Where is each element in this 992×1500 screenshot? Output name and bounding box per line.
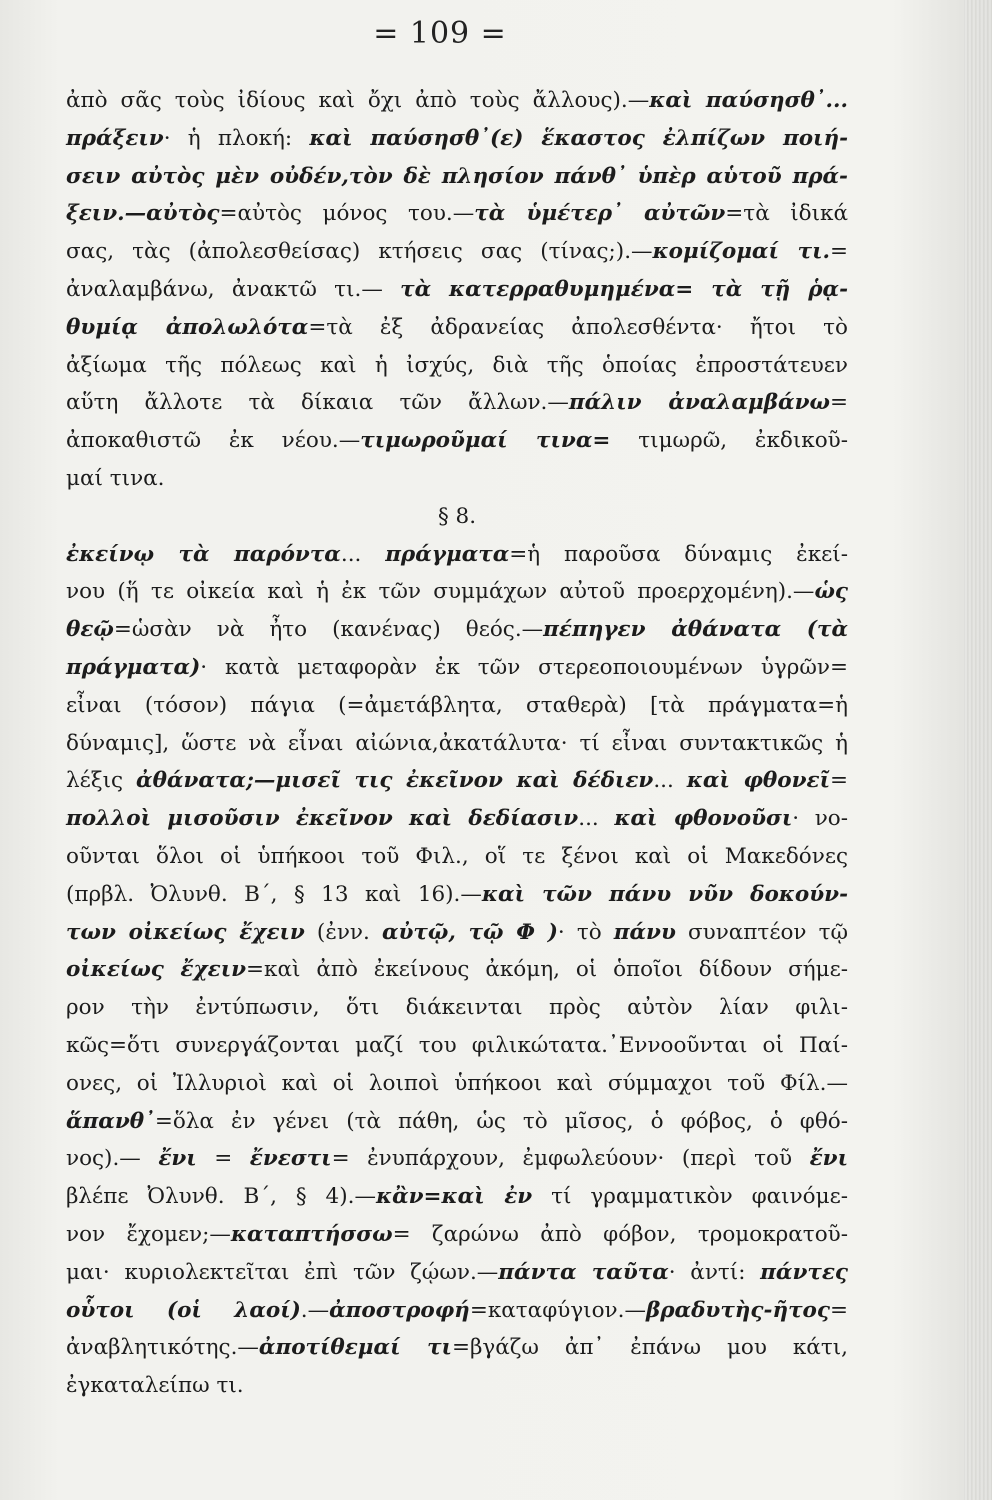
lemma-term: οἰκείως ἔχειν	[66, 957, 247, 983]
gloss-text: αὕτη ἄλλοτε τὰ δίκαια τῶν ἄλλων.—	[66, 390, 569, 416]
lemma-term: καὶ παύσησθ᾽(ε) ἕκαστος ἐλπίζων ποιή-	[309, 125, 849, 151]
gloss-text: · κατὰ μεταφορὰν ἐκ τῶν στερεοποιουμένων ὑγρῶν=	[200, 654, 848, 680]
lemma-term: τιμωροῦμαί τινα=	[360, 428, 611, 454]
text-line	[66, 422, 848, 460]
gloss-text: δύναμις], ὥστε νὰ εἶναι αἰώνια,ἀκατάλυτα· τί εἶναι συντακτικῶς ἡ	[66, 730, 848, 756]
gloss-text: λέξις	[66, 768, 137, 794]
gloss-text: =αὐτὸς μόνος του.—	[219, 201, 475, 227]
text-line	[66, 951, 848, 989]
gloss-text: ἀξίωμα τῆς πόλεως καὶ ἡ ἰσχύς, διὰ τῆς ὁποίας ἐπροστάτευεν	[66, 352, 848, 378]
gloss-text: =	[829, 239, 848, 265]
gloss-text: · νο-	[792, 806, 848, 832]
gloss-text: τιμωρῶ, ἐκδικοῦ-	[610, 428, 849, 454]
gloss-text: σας, τὰς (ἀπολεσθείσας) κτήσεις σας (τίνας;).—	[66, 239, 653, 265]
text-line	[66, 876, 848, 914]
lemma-term: ἀποτίθεμαί τι	[258, 1335, 452, 1361]
lemma-term: ἀποστροφή	[329, 1297, 470, 1323]
text-line	[66, 82, 848, 120]
lemma-term: πολλοὶ μισοῦσιν ἐκεῖνον καὶ δεδίασιν	[66, 806, 579, 832]
lemma-term: καταπτήσσω	[230, 1221, 393, 1247]
body-text	[66, 82, 848, 1405]
gloss-text: κῶς=ὅτι συνεργάζονται μαζί του φιλικώτατα.᾽Εννοοῦνται οἱ Παί-	[66, 1032, 848, 1058]
gloss-text: = ἐνυπάρχουν, ἐμφωλεύουν· (περὶ τοῦ	[331, 1146, 810, 1172]
lemma-term: ξειν.—αὐτὸς	[66, 201, 220, 227]
gloss-text: ἀναλαμβάνω, ἀνακτῶ τι.—	[66, 276, 401, 302]
gloss-text: νον ἔχομεν;—	[66, 1221, 231, 1247]
gloss-text: ρον τὴν ἐντύπωσιν, ὅτι διάκεινται πρὸς αὐτὸν λίαν φιλι-	[66, 995, 848, 1021]
gloss-text: οῦνται ὅλοι οἱ ὑπήκοοι τοῦ Φιλ., οἵ τε ξένοι καὶ οἱ Μακεδόνες	[66, 843, 848, 869]
gloss-text: =βγάζω ἀπ᾽ ἐπάνω μου κάτι,	[451, 1335, 848, 1361]
gloss-text: · ἀντί:	[668, 1259, 761, 1285]
lemma-term: πάντα ταῦτα	[498, 1259, 669, 1285]
gloss-text: βλέπε Ὀλυνθ. Β΄, § 4).—	[66, 1184, 376, 1210]
gloss-text: =	[196, 1146, 250, 1172]
gloss-text: =ἡ παροῦσα δύναμις ἐκεί-	[509, 541, 848, 567]
lemma-term: ἅπανθ᾽	[66, 1108, 155, 1134]
gloss-text: (ἐνν.	[304, 919, 382, 945]
gloss-text: =ὅλα ἐν γένει (τὰ πάθη, ὡς τὸ μῖσος, ὁ φόβος, ὁ φθό-	[154, 1108, 848, 1134]
gloss-text: ονες, οἱ Ἰλλυριοὶ καὶ οἱ λοιποὶ ὑπήκοοι καὶ σύμμαχοι τοῦ Φίλ.—	[66, 1070, 848, 1096]
lemma-term: ἔνι	[158, 1146, 197, 1172]
text-line	[66, 120, 848, 158]
lemma-term: ὡς	[814, 579, 848, 605]
text-line	[66, 573, 848, 611]
text-line	[66, 1140, 848, 1178]
text-line	[66, 460, 848, 498]
lemma-term: ἐκείνῳ τὰ παρόντα	[66, 541, 341, 567]
gloss-text: νου (ἥ τε οἰκεία καὶ ἡ ἐκ τῶν συμμάχων αὐτοῦ προερχομένη).—	[66, 579, 815, 605]
text-line	[66, 158, 848, 196]
gloss-text: =καὶ ἀπὸ ἐκείνους ἀκόμη, οἱ ὁποῖοι δίδουν σήμε-	[246, 957, 848, 983]
gloss-text: =τὰ ἐξ ἀδρανείας ἀπολεσθέντα· ἤτοι τὸ	[308, 314, 848, 340]
text-line	[66, 989, 848, 1027]
gloss-text: συναπτέον τῷ	[675, 919, 848, 945]
gloss-text: μαι· κυριολεκτεῖται ἐπὶ τῶν ζῴων.—	[66, 1259, 499, 1285]
text-line	[66, 687, 848, 725]
text-line	[66, 914, 848, 952]
text-line	[66, 1329, 848, 1367]
text-line	[66, 1103, 848, 1141]
lemma-term: θυμίᾳ ἀπολωλότα	[66, 314, 309, 340]
text-line	[66, 1292, 848, 1330]
lemma-term: τὰ κατερραθυμημένα= τὰ τῇ ῥᾳ-	[400, 276, 848, 302]
lemma-term: κομίζομαί τι.	[652, 239, 830, 265]
lemma-term: ἔνι	[809, 1146, 848, 1172]
text-line	[66, 1254, 848, 1292]
page-number-text: = 109 =	[373, 16, 507, 51]
page-number	[0, 16, 880, 51]
text-line	[66, 233, 848, 271]
gloss-text: ἀποκαθιστῶ ἐκ νέου.—	[66, 428, 361, 454]
text-line	[66, 536, 848, 574]
gloss-text: νος).—	[66, 1146, 159, 1172]
section-heading-text: § 8.	[437, 503, 477, 529]
text-line	[66, 1027, 848, 1065]
gloss-text: ἀναβλητικότης.—	[66, 1335, 259, 1361]
gloss-text: =τὰ ἰδικά	[725, 201, 849, 227]
text-line	[66, 1216, 848, 1254]
lemma-term: των οἰκείως ἔχειν	[66, 919, 305, 945]
gloss-text: μαί τινα.	[66, 465, 165, 491]
gloss-text: εἶναι (τόσον) πάγια (=ἀμετάβλητα, σταθερὰ) [τὰ πράγματα=ἡ	[66, 692, 848, 718]
text-line	[66, 838, 848, 876]
gloss-text: (πρβλ. Ὀλυνθ. Β΄, § 13 καὶ 16).—	[66, 881, 482, 907]
gloss-text: · τὸ	[557, 919, 614, 945]
lemma-term: πράγματα)	[66, 654, 201, 680]
gloss-text: ...	[653, 768, 687, 794]
text-line	[66, 347, 848, 385]
gloss-text: =	[829, 768, 848, 794]
gloss-text: · ἡ πλοκή:	[163, 125, 310, 151]
text-line	[66, 1367, 848, 1405]
section-heading	[66, 498, 848, 536]
gloss-text: =ὡσὰν νὰ ἦτο (κανένας) θεός.—	[113, 617, 544, 643]
lemma-term: ἔνεστι	[249, 1146, 332, 1172]
page-edge	[964, 0, 992, 1500]
lemma-term: πάντες	[760, 1259, 848, 1285]
gloss-text: =καταφύγιον.—	[469, 1297, 646, 1323]
lemma-term: πράξειν	[66, 125, 164, 151]
gloss-text: =	[829, 390, 848, 416]
text-line	[66, 271, 848, 309]
gloss-text: = ζαρώνω ἀπὸ φόβον, τρομοκρατοῦ-	[392, 1221, 848, 1247]
lemma-term: οὗτοι (οἱ λαοί)	[66, 1297, 301, 1323]
gloss-text: ἐγκαταλείπω τι.	[66, 1373, 244, 1399]
lemma-term: πράγματα	[385, 541, 510, 567]
lemma-term: πέπηγεν ἀθάνατα (τὰ	[543, 617, 848, 643]
lemma-term: θεῷ	[66, 617, 114, 643]
lemma-term: καὶ παύσησθ᾽...	[649, 88, 848, 113]
lemma-term: καὶ τῶν πάνυ νῦν δοκούν-	[481, 881, 849, 907]
text-line	[66, 611, 848, 649]
text-line	[66, 1065, 848, 1103]
text-line	[66, 384, 848, 422]
text-line	[66, 800, 848, 838]
text-line	[66, 649, 848, 687]
text-line	[66, 1178, 848, 1216]
lemma-term: καὶ φθονοῦσι	[614, 806, 793, 832]
lemma-term: πάλιν ἀναλαμβάνω	[568, 390, 830, 416]
lemma-term: σειν αὐτὸς μὲν οὐδέν,τὸν δὲ πλησίον πάνθ᾽ ὑπὲρ αὑτοῦ πρά-	[66, 163, 848, 189]
gloss-text: ἀπὸ σᾶς τοὺς ἰδίους καὶ ὄχι ἀπὸ τοὺς ἄλλους).—	[66, 88, 650, 113]
lemma-term: βραδυτὴς-ῆτος	[645, 1297, 830, 1323]
gloss-text: =	[829, 1297, 848, 1323]
text-line	[66, 309, 848, 347]
lemma-term: ἀθάνατα;—μισεῖ τις ἐκεῖνον καὶ δέδιεν	[136, 768, 654, 794]
gloss-text: τί γραμματικὸν φαινόμε-	[532, 1184, 848, 1210]
lemma-term: πάνυ	[613, 919, 676, 945]
lemma-term: κἂν=καὶ ἐν	[375, 1184, 533, 1210]
gloss-text: ...	[340, 541, 386, 567]
text-line	[66, 195, 848, 233]
lemma-term: αὐτῷ, τῷ Φ )	[381, 919, 558, 945]
lemma-term: τὰ ὑμέτερ᾽ αὐτῶν	[474, 201, 726, 227]
gloss-text: ...	[578, 806, 615, 832]
text-line	[66, 725, 848, 763]
text-line	[66, 762, 848, 800]
gloss-text: .—	[300, 1297, 330, 1323]
lemma-term: καὶ φθονεῖ	[686, 768, 830, 794]
